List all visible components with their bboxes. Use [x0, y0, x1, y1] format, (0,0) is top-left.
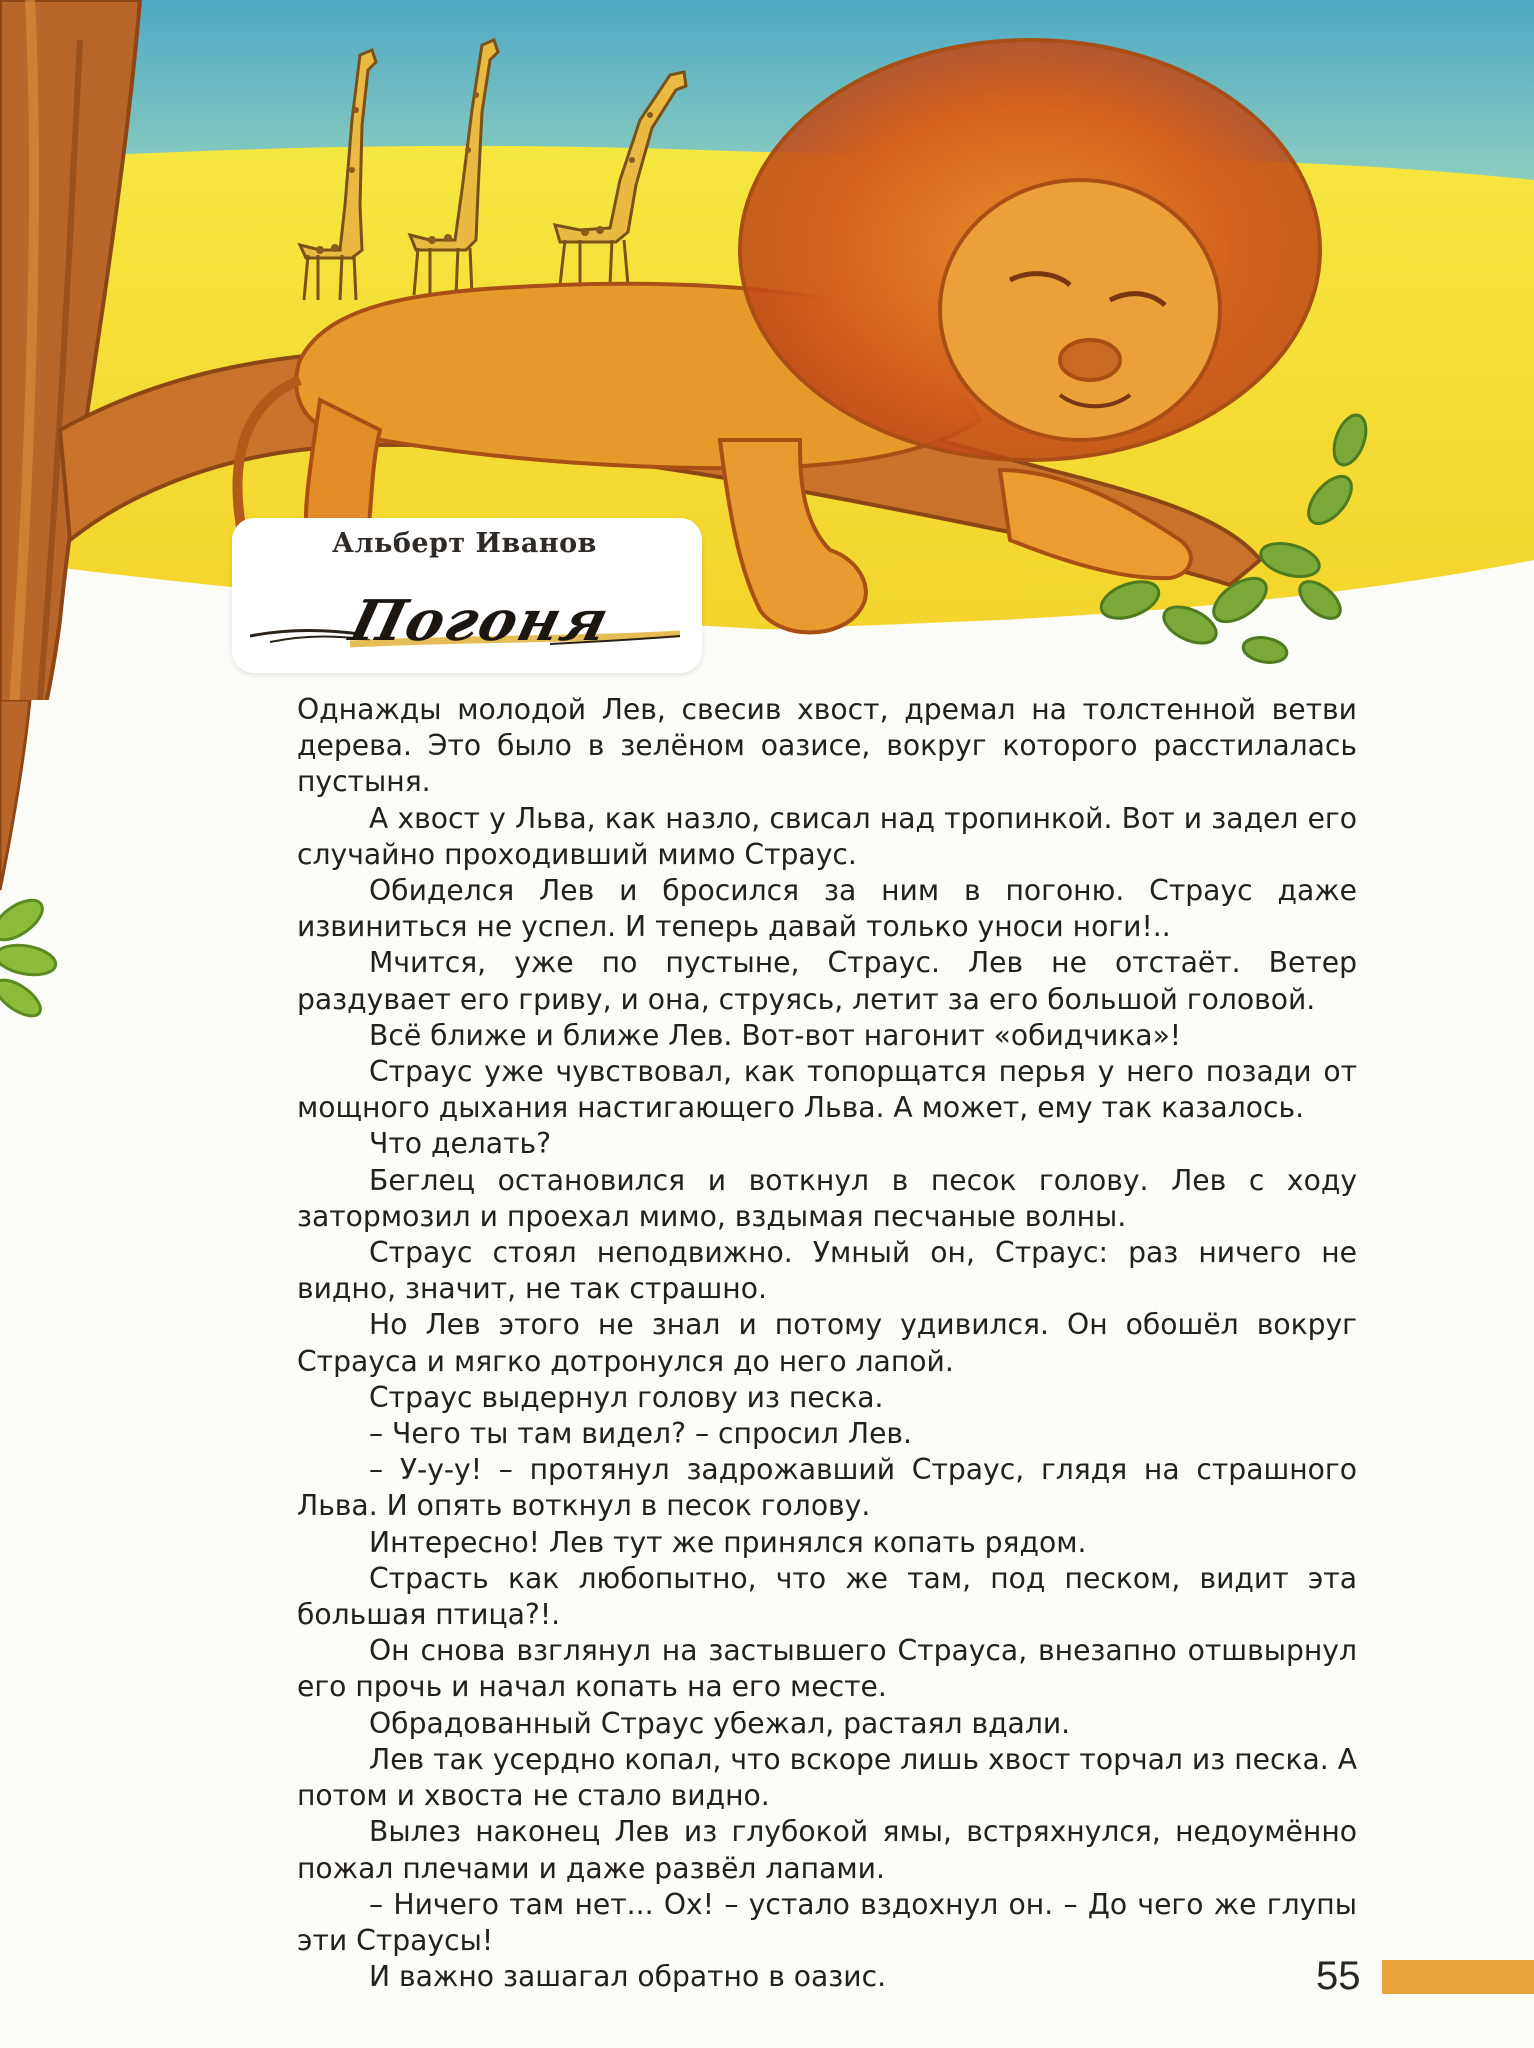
paragraph: И важно зашагал обратно в оазис.	[369, 1960, 887, 1994]
paragraph: Обрадованный Страус убежал, растаял вдали.	[369, 1706, 1071, 1740]
left-leaves	[0, 880, 70, 1050]
paragraph: Но Лев этого не знал и потому удивился. Он обошёл вокруг Страуса и мягко дотронулся до него лапой.	[297, 1308, 1357, 1378]
paragraph: Страсть как любопытно, что же там, под песком, видит эта большая птица?!.	[297, 1561, 1357, 1632]
author-name: Альберт Иванов	[332, 528, 597, 559]
paragraph: А хвост у Льва, как назло, свисал над тропинкой. Вот и задел его случайно проходивший мимо Страус.	[297, 801, 1357, 871]
page-accent-bar	[1382, 1960, 1534, 1994]
tree-edge	[0, 700, 40, 900]
paragraph: Он снова взглянул на застывшего Страуса, внезапно отшвырнул его прочь и начал копать на его месте.	[297, 1634, 1357, 1704]
story-text	[297, 692, 1357, 1995]
title-block	[232, 518, 702, 673]
paragraph: Всё ближе и ближе Лев. Вот-вот нагонит «обидчика»!	[369, 1018, 1182, 1052]
paragraph: – Чего ты там видел? – спросил Лев.	[369, 1417, 913, 1451]
paragraph: Интересно! Лев тут же принялся копать рядом.	[369, 1525, 1087, 1559]
header-illustration	[0, 0, 1534, 700]
paragraph: Обиделся Лев и бросился за ним в погоню. Страус даже извиниться не успел. И теперь давай только уноси ноги!..	[297, 874, 1357, 944]
paragraph: Страус выдернул голову из песка.	[369, 1380, 884, 1414]
paragraph: Лев так усердно копал, что вскоре лишь хвост торчал из песка. А потом и хвоста не стало видно.	[297, 1742, 1357, 1813]
page-number: 55	[1316, 1954, 1361, 1998]
paragraph: Вылез наконец Лев из глубокой ямы, встряхнулся, недоумённо пожал плечами и даже развёл лапами.	[297, 1815, 1357, 1885]
paragraph: Однажды молодой Лев, свесив хвост, дремал на толстенной ветви дерева. Это было в зелёном оазисе, вокруг которого расстилалась пустыня.	[297, 693, 1357, 799]
paragraph: Что делать?	[369, 1127, 552, 1161]
paragraph: Мчится, уже по пустыне, Страус. Лев не отстаёт. Ветер раздувает его гриву, и она, струясь, летит за его большой головой.	[297, 946, 1357, 1016]
paragraph: Страус уже чувствовал, как топорщатся перья у него позади от мощного дыхания настигающего Льва. А может, ему так казалось.	[297, 1055, 1357, 1125]
paragraph: – У-у-у! – протянул задрожавший Страус, глядя на страшного Льва. И опять воткнул в песок голову.	[297, 1453, 1357, 1523]
paragraph: Страус стоял неподвижно. Умный он, Страус: раз ничего не видно, значит, не так страшно.	[297, 1236, 1357, 1306]
title-wrap	[232, 580, 702, 670]
paragraph: Беглец остановился и воткнул в песок голову. Лев с ходу затормозил и проехал мимо, вздымая песчаные волны.	[297, 1163, 1357, 1233]
story-title: Погоня	[343, 588, 617, 654]
paragraph: – Ничего там нет... Ох! – устало вздохнул он. – До чего же глупы эти Страусы!	[297, 1887, 1357, 1957]
